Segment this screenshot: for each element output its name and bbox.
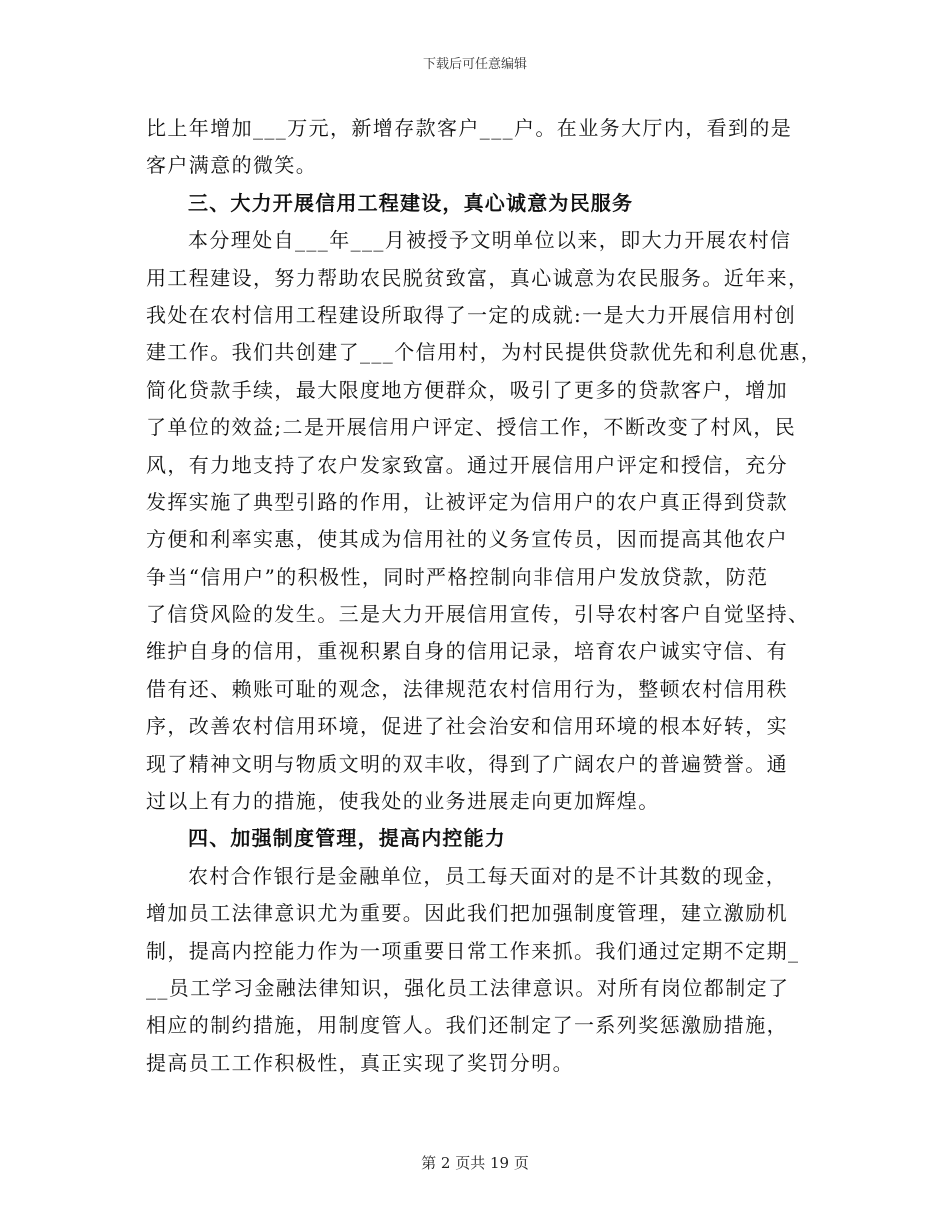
body-line: 我处在农村信用工程建设所取得了一定的成就:一是大力开展信用村创 [146,302,797,327]
body-line: 比上年增加___万元，新增存款客户___户。在业务大厅内，看到的是 [146,116,793,140]
body-line: 维护自身的信用，重视积累自身的信用记录，培育农户诚实守信、有 [146,639,788,664]
body-line: 建工作。我们共创建了___个信用村，为村民提供贷款优先和利息优惠， [146,340,823,365]
document-body [146,110,823,1082]
page-footer: 第 2 页共 19 页 [421,1154,529,1172]
body-line: 本分理处自___年___月被授予文明单位以来，即大力开展农村信 [188,228,792,253]
body-line: 方便和利率实惠，使其成为信用社的义务宣传员，因而提高其他农户 [146,527,788,552]
body-line: 了单位的效益;二是开展信用户评定、授信工作，不断改变了村风，民 [146,415,797,440]
body-line: 相应的制约措施，用制度管人。我们还制定了一系列奖惩激励措施， [146,1013,788,1038]
body-line: 过以上有力的措施，使我处的业务进展走向更加辉煌。 [146,789,660,814]
section-heading-4: 四、加强制度管理，提高内控能力 [188,826,506,851]
body-line: 风，有力地支持了农户发家致富。通过开展信用户评定和授信，充分 [146,452,788,477]
body-line: 发挥实施了典型引路的作用，让被评定为信用户的农户真正得到贷款 [146,489,788,514]
body-line: 争当“信用户”的积极性，同时严格控制向非信用户发放贷款，防范 [146,564,769,589]
body-line: 现了精神文明与物质文明的双丰收，得到了广阔农户的普遍赞誉。通 [146,751,788,776]
body-line: 增加员工法律意识尤为重要。因此我们把加强制度管理，建立激励机 [146,901,788,926]
page-header: 下载后可任意编辑 [422,57,527,72]
body-line: 了信贷风险的发生。三是大力开展信用宣传，引导农村客户自觉坚持、 [146,602,810,627]
body-line: 用工程建设，努力帮助农民脱贫致富，真心诚意为农民服务。近年来， [146,265,810,290]
body-line: 借有还、赖账可耻的观念，法律规范农村信用行为，整顿农村信用秩 [146,676,788,701]
body-line: 序，改善农村信用环境，促进了社会治安和信用环境的根本好转，实 [146,714,788,739]
body-line: 简化贷款手续，最大限度地方便群众，吸引了更多的贷款客户，增加 [146,377,788,402]
body-line: 提高员工工作积极性，真正实现了奖罚分明。 [146,1050,574,1075]
body-line: __员工学习金融法律知识，强化员工法律意识。对所有岗位都制定了 [146,975,790,1000]
body-line: 制，提高内控能力作为一项重要日常工作来抓。我们通过定期不定期_ [146,938,800,963]
section-heading-3: 三、大力开展信用工程建设，真心诚意为民服务 [188,190,634,215]
body-line: 农村合作银行是金融单位，员工每天面对的是不计其数的现金， [188,863,788,888]
body-line: 客户满意的微笑。 [146,153,318,178]
